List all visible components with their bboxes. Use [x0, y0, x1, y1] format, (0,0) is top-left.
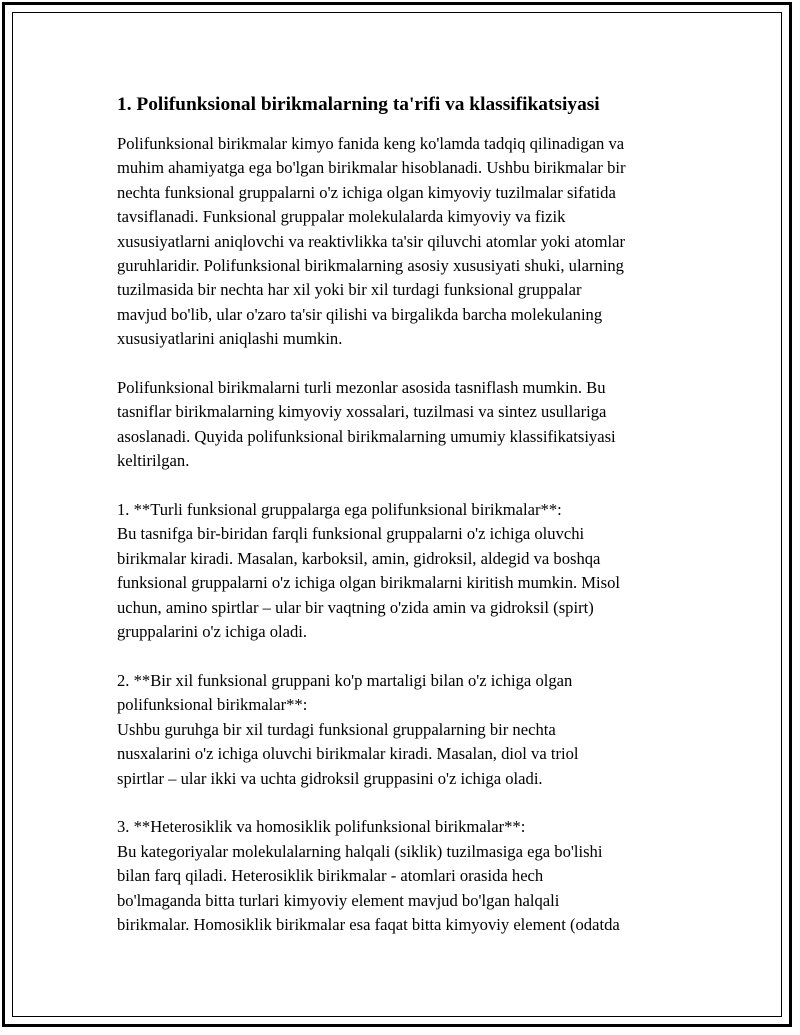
list-item-2: 2. **Bir xil funksional gruppani ko'p martaligi bilan o'z ichiga olgan polifunksional birikmalar**: Ushbu guruhga bir xil turdagi funksional gruppalarning bir nechta nusxalarini o'z ichiga oluvchi birikmalar kiradi. Masalan, diol va triol spirtlar – ular ikki va uchta gidroksil gruppasini o'z ichiga oladi.: [117, 670, 579, 788]
section-title: 1. Polifunksional birikmalarning ta'rifi va klassifikatsiyasi: [117, 94, 600, 115]
list-item-3: 3. **Heterosiklik va homosiklik polifunksional birikmalar**: Bu kategoriyalar molekulalarning halqali (siklik) tuzilmasiga ega bo'lishi bilan farq qiladi. Heterosiklik birikmalar - atomlari orasida hech bo'lmaganda bitta turlari kimyoviy element mavjud bo'lgan halqali birikmalar. Homosiklik birikmalar esa faqat bitta kimyoviy element (odatda: [117, 817, 620, 934]
document-body: [117, 92, 687, 937]
paragraph-gap: [117, 474, 687, 498]
paragraph-gap: [117, 645, 687, 669]
paragraph-intro: Polifunksional birikmalar kimyo fanida keng ko'lamda tadqiq qilinadigan va muhim ahamiyatga ega bo'lgan birikmalar hisoblanadi. Ushbu birikmalar bir nechta funksional gruppalarni o'z ichiga olgan kimyoviy tuzilmalar sifatida tavsiflanadi. Funksional gruppalar molekulalarda kimyoviy va fizik xususiyatlarni aniqlovchi va reaktivlikka ta'sir qiluvchi atomlar yoki atomlar guruhlaridir. Polifunksional birikmalarning asosiy xususiyati shuki, ularning tuzilmasida bir nechta har xil yoki bir xil turdagi funksional gruppalar mavjud bo'lib, ular o'zaro ta'sir qilishi va birgalikda barcha molekulaning xususiyatlarini aniqlashi mumkin.: [117, 134, 626, 349]
list-item-1: 1. **Turli funksional gruppalarga ega polifunksional birikmalar**: Bu tasnifga bir-biridan farqli funksional gruppalarni o'z ichiga oluvchi birikmalar kiradi. Masalan, karboksil, amin, gidroksil, aldegid va boshqa funksional gruppalarni o'z ichiga olgan birikmalarni kiritish mumkin. Misol uchun, amino spirtlar – ular bir vaqtning o'zida amin va gidroksil (spirt) gruppalarini o'z ichiga oladi.: [117, 500, 621, 642]
paragraph-gap: [117, 791, 687, 815]
paragraph-classification: Polifunksional birikmalarni turli mezonlar asosida tasniflash mumkin. Bu tasniflar birikmalarning kimyoviy xossalari, tuzilmasi va sintez usullariga asoslanadi. Quyida polifunksional birikmalarning umumiy klassifikatsiyasi keltirilgan.: [117, 378, 616, 471]
paragraph-gap: [117, 352, 687, 376]
